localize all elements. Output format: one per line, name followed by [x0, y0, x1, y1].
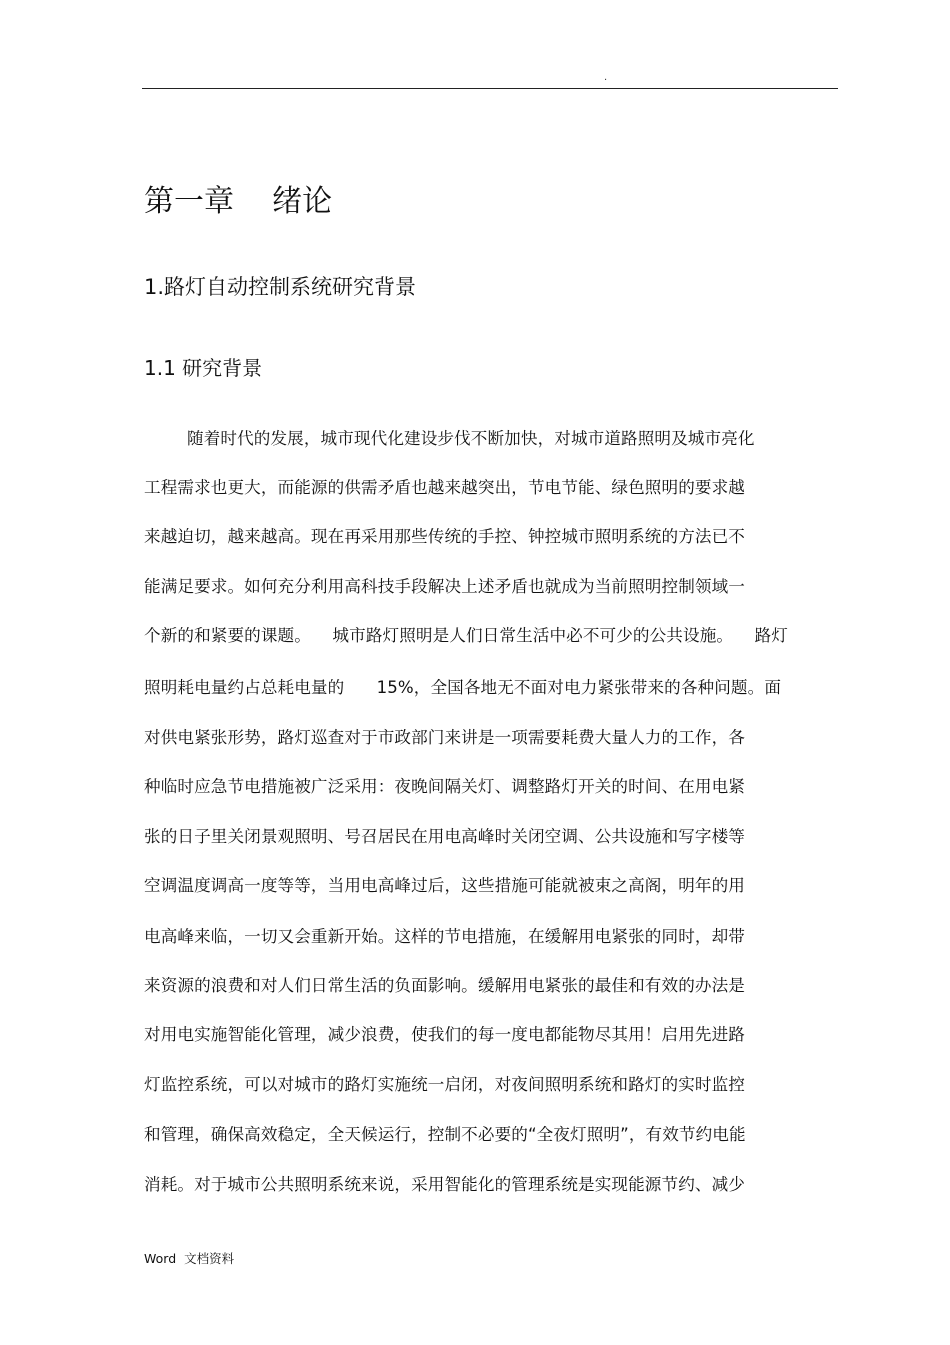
- body-line: 和管理，确保高效稳定，全天候运行，控制不必要的“全夜灯照明”，有效节约电能: [144, 1125, 746, 1144]
- body-line: 个新的和紧要的课题。 城市路灯照明是人们日常生活中必不可少的公共设施。 路灯: [144, 626, 788, 645]
- header-rule: [142, 88, 838, 89]
- body-line: 对用电实施智能化管理，减少浪费，使我们的每一度电都能物尽其用！启用先进路: [144, 1025, 745, 1044]
- header-mark: .: [604, 72, 608, 83]
- body-line: 电高峰来临，一切又会重新开始。这样的节电措施，在缓解用电紧张的同时，却带: [144, 927, 745, 946]
- body-line: 工程需求也更大，而能源的供需矛盾也越来越突出，节电节能、绿色照明的要求越: [144, 478, 745, 497]
- body-line: 随着时代的发展，城市现代化建设步伐不断加快，对城市道路照明及城市亮化: [144, 429, 755, 448]
- body-line: 来越迫切，越来越高。现在再采用那些传统的手控、钟控城市照明系统的方法已不: [144, 527, 745, 546]
- body-line: 消耗。对于城市公共照明系统来说，采用智能化的管理系统是实现能源节约、减少: [144, 1175, 745, 1194]
- body-line: 来资源的浪费和对人们日常生活的负面影响。缓解用电紧张的最佳和有效的办法是: [144, 976, 745, 995]
- body-line: 能满足要求。如何充分利用高科技手段解决上述矛盾也就成为当前照明控制领域一: [144, 577, 745, 596]
- chapter-title: 第一章 绪论: [144, 184, 333, 219]
- body-line: 照明耗电量约占总耗电量的 15%，全国各地无不面对电力紧张带来的各种问题。面: [144, 678, 782, 697]
- footer-text: Word 文档资料: [144, 1251, 235, 1266]
- body-line: 灯监控系统，可以对城市的路灯实施统一启闭，对夜间照明系统和路灯的实时监控: [144, 1075, 745, 1094]
- body-line: 张的日子里关闭景观照明、号召居民在用电高峰时关闭空调、公共设施和写字楼等: [144, 827, 745, 846]
- body-line: 种临时应急节电措施被广泛采用：夜晚间隔关灯、调整路灯开关的时间、在用电紧: [144, 777, 745, 796]
- subsection-title: 1.1 研究背景: [144, 356, 263, 380]
- body-line: 空调温度调高一度等等，当用电高峰过后，这些措施可能就被束之高阁，明年的用: [144, 876, 745, 895]
- section-title: 1.路灯自动控制系统研究背景: [144, 275, 417, 299]
- body-line: 对供电紧张形势，路灯巡查对于市政部门来讲是一项需要耗费大量人力的工作，各: [144, 728, 745, 747]
